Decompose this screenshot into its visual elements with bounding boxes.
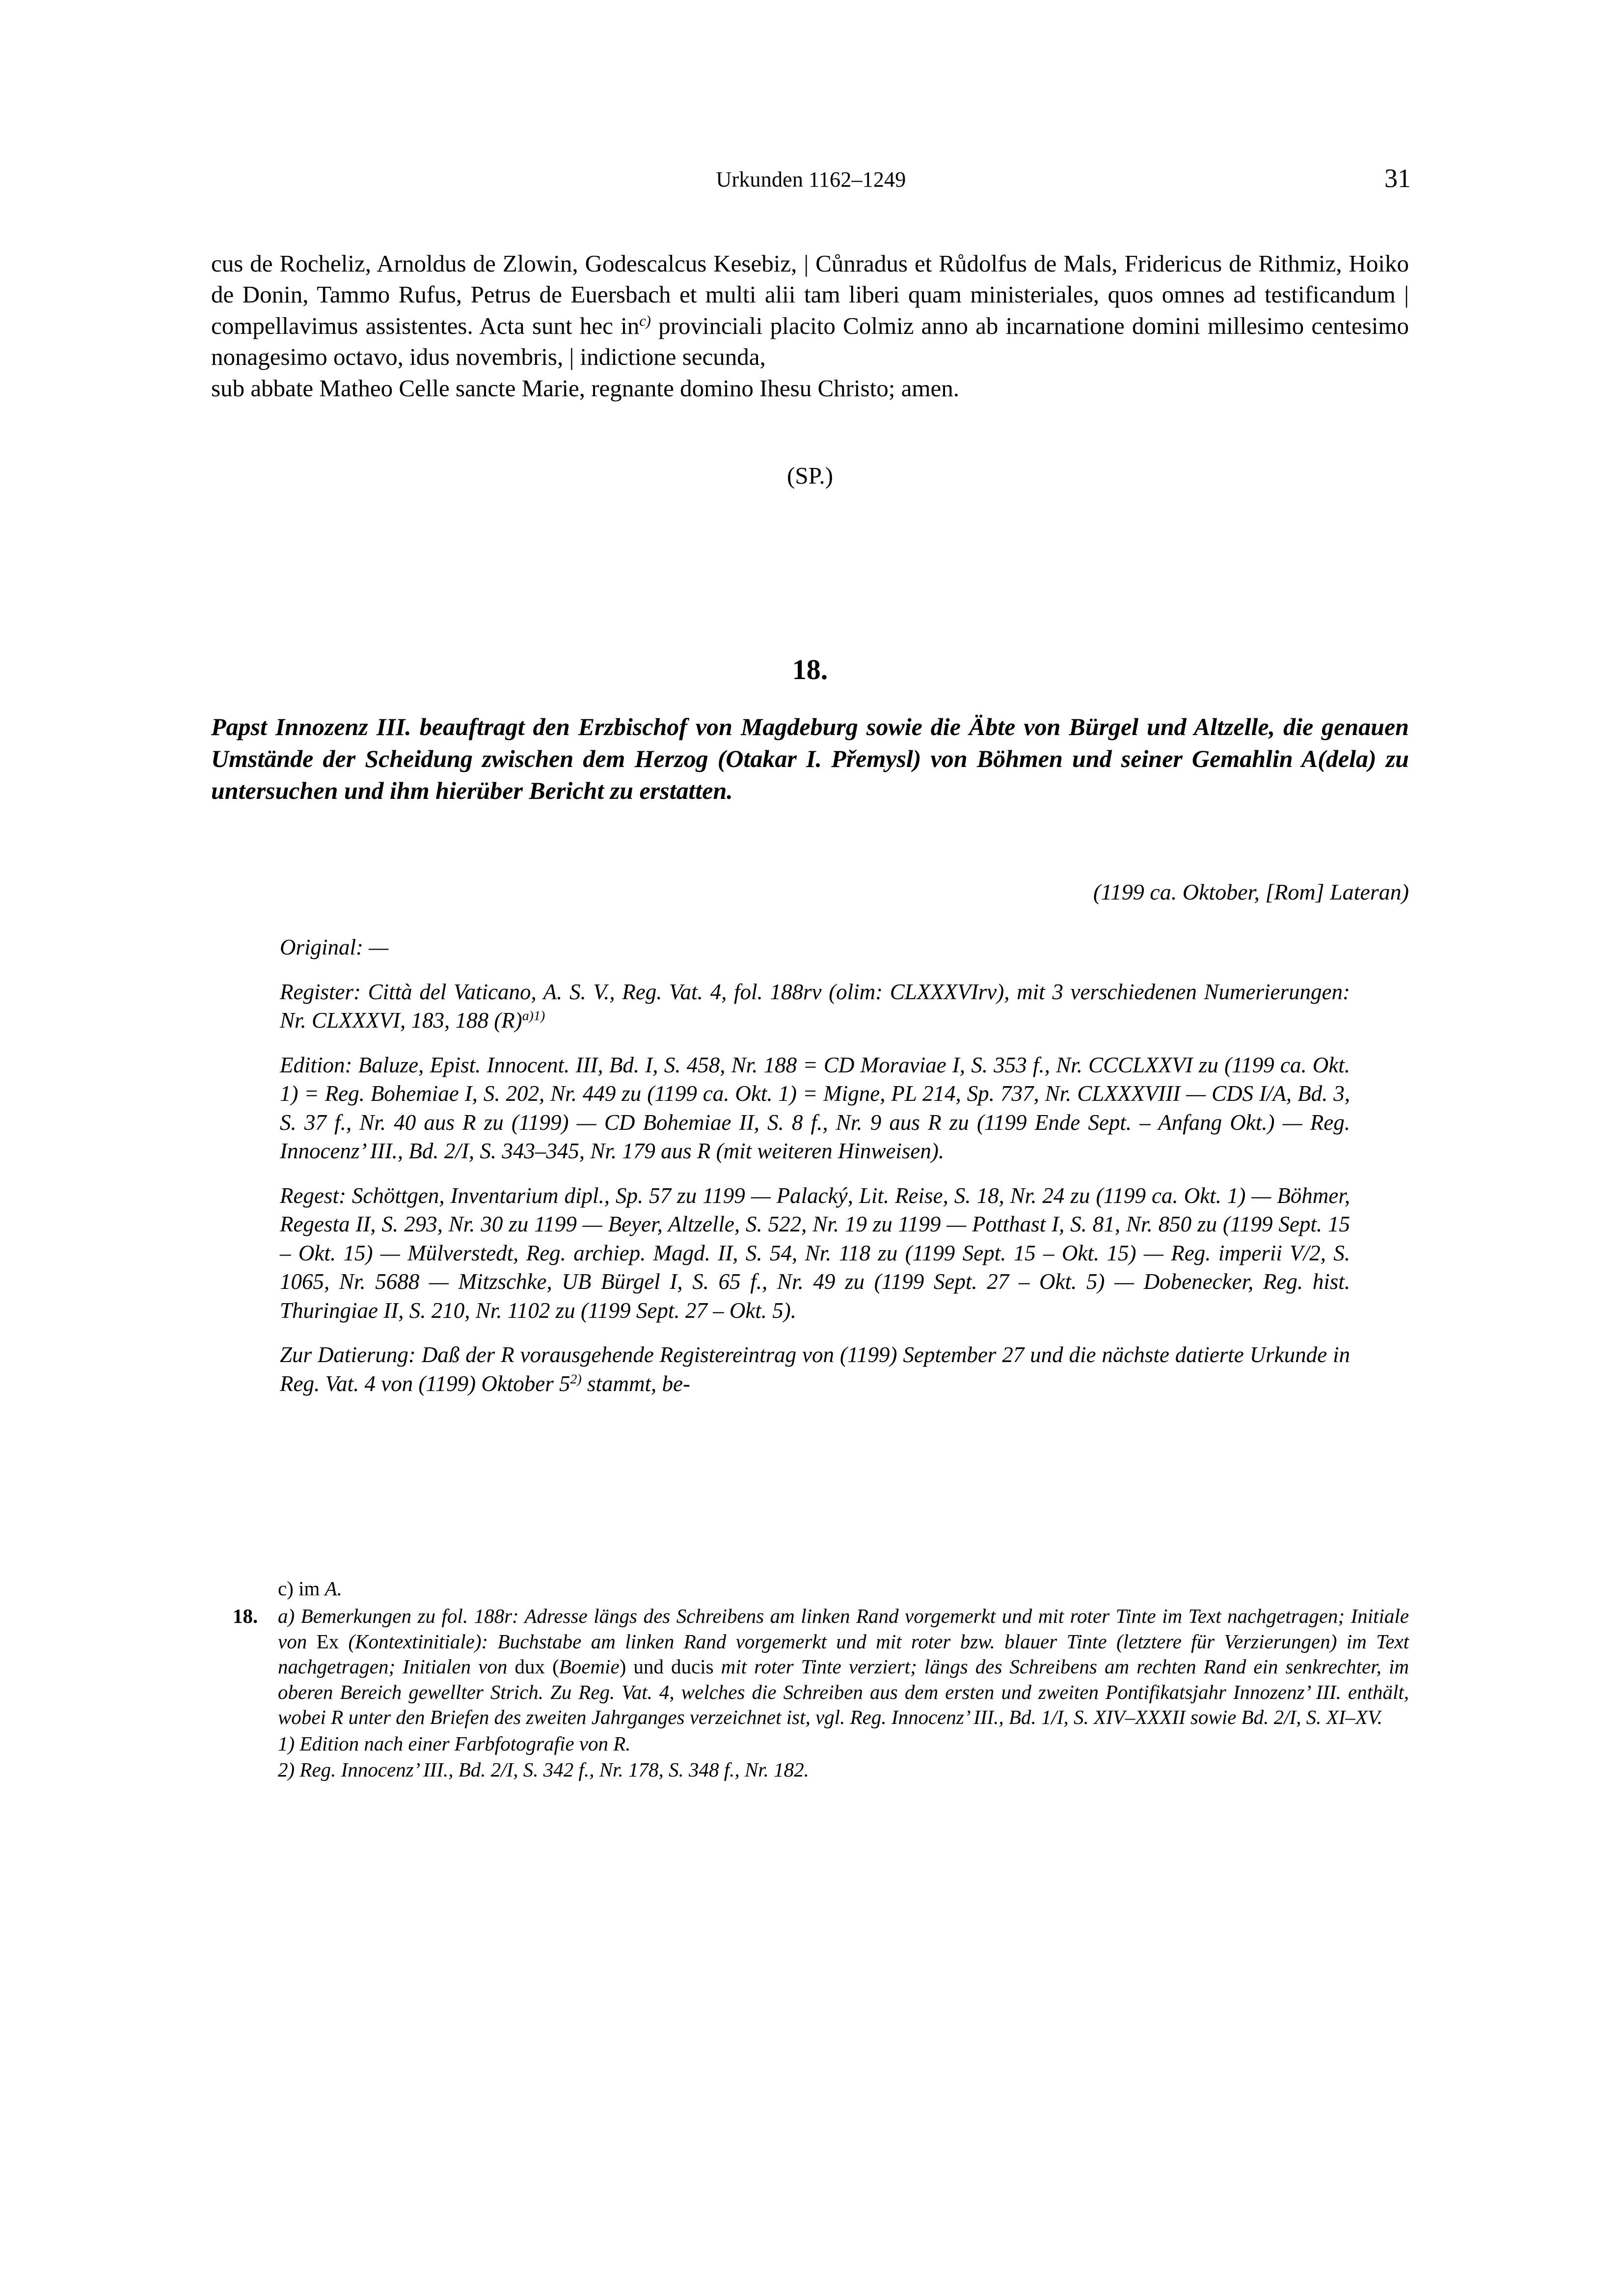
footnote-variant-c-label: c) im bbox=[278, 1577, 325, 1600]
latin-text-body: cus de Rocheliz, Arnoldus de Zlowin, Godescalcus Kesebiz, | Cůnradus et Růdolfus de Mals, Fridericus de Rithmiz, Hoiko de Donin, Tammo Rufus, Petrus de Euersbach et multi alii tam liberi quam ministeriales, quos omnes ad testificandum | compellavimus assistentes. Acta sunt hec in bbox=[211, 250, 1409, 339]
footnote-a-segment-3: mit roter Tinte verziert; längs des Schreibens am rechten Rand ein senkrechter, im oberen Bereich gewellter Strich. Zu Reg. Vat. 4, welches die Schreiben aus dem ersten und zweiten Pontifikatsjahr Innozenz’ III. enthält, wobei R unter den Briefen des zweiten Jahrganges verzeichnet ist, vgl. Reg. Innocenz’ III., Bd. 1/I, S. XIV–XXXII sowie Bd. 2/I, S. XI–XV. bbox=[278, 1655, 1409, 1729]
seal-notation: (SP.) bbox=[787, 462, 833, 489]
footnote-doc-marker: 18. bbox=[233, 1605, 258, 1628]
page-number: 31 bbox=[1384, 164, 1411, 193]
latin-charter-text bbox=[211, 248, 1409, 404]
apparatus-register-text: Register: Città del Vaticano, A. S. V., Reg. Vat. 4, fol. 188rv (olim: CLXXXVIrv), mit 3 verschiedenen Numerierungen: Nr. CLXXXVI, 183, 188 (R) bbox=[280, 979, 1350, 1033]
footnote-a-roman-ducis: ) und ducis bbox=[619, 1655, 714, 1678]
apparatus-dating bbox=[280, 1340, 1350, 1398]
footnote-ref-1: 1) bbox=[533, 1008, 545, 1024]
footnote-variant-c bbox=[278, 1576, 1409, 1601]
document-number: 18. bbox=[792, 654, 828, 685]
apparatus-section bbox=[280, 933, 1350, 1398]
apparatus-dating-text-cont: stammt, be- bbox=[581, 1371, 690, 1396]
footnote-ref-2: 2) bbox=[570, 1371, 582, 1387]
document-headline: Papst Innozenz III. beauftragt den Erzbischof von Magdeburg sowie die Äbte von Bürgel und Altzelle, die genauen Umstände der Scheidung zwischen dem Herzog (Otakar I. Přemysl) von Böhmen und seiner Gemahlin A(dela) zu untersuchen und ihm hierüber Bericht zu erstatten. bbox=[211, 713, 1409, 804]
apparatus-original: Original: — bbox=[280, 935, 389, 959]
footnote-ref-c: c) bbox=[639, 312, 651, 329]
footnote-2: 2) Reg. Innocenz’ III., Bd. 2/I, S. 342 f., Nr. 178, S. 348 f., Nr. 182. bbox=[278, 1758, 809, 1781]
footnote-a-italic-boemie: Boemie bbox=[559, 1655, 620, 1678]
apparatus-register bbox=[280, 978, 1350, 1035]
footnote-a-segment-2: (Kontextinitiale): Buchstabe am linken Rand vorgemerkt und mit roter bzw. blauer Tinte (letztere für Verzierungen) im Text nachgetragen; Initialen von bbox=[278, 1630, 1409, 1678]
footnote-a-roman-dux: dux ( bbox=[514, 1655, 559, 1678]
footnote-a-segment-1: a) Bemerkungen zu fol. 188r: Adresse längs des Schreibens am linken Rand vorgemerkt und mit roter Tinte im Text nachgetragen; Initiale von bbox=[278, 1605, 1409, 1653]
document-dateline: (1199 ca. Oktober, [Rom] Lateran) bbox=[1093, 879, 1409, 904]
footnote-a-roman-ex: Ex bbox=[316, 1630, 339, 1653]
latin-text-body-cont: provinciali placito Colmiz anno ab incarnatione domini millesimo centesimo nonagesimo octavo, idus novembris, | indictione secunda, bbox=[211, 312, 1409, 371]
latin-text-last-line: sub abbate Matheo Celle sancte Marie, regnante domino Ihesu Christo; amen. bbox=[211, 374, 960, 402]
apparatus-regest: Regest: Schöttgen, Inventarium dipl., Sp. 57 zu 1199 — Palacký, Lit. Reise, S. 18, Nr. 24 zu (1199 ca. Okt. 1) — Böhmer, Regesta II, S. 293, Nr. 30 zu 1199 — Beyer, Altzelle, S. 522, Nr. 19 zu 1199 — Potthast I, S. 81, Nr. 850 zu (1199 Sept. 15 – Okt. 15) — Mülverstedt, Reg. archiep. Magd. II, S. 54, Nr. 118 zu (1199 Sept. 15 – Okt. 15) — Reg. imperii V/2, S. 1065, Nr. 5688 — Mitzschke, UB Bürgel I, S. 65 f., Nr. 49 zu (1199 Sept. 27 – Okt. 5) — Dobenecker, Reg. hist. Thuringiae II, S. 210, Nr. 1102 zu (1199 Sept. 27 – Okt. 5). bbox=[280, 1183, 1350, 1323]
apparatus-dating-text: Zur Datierung: Daß der R vorausgehende Registereintrag von (1199) September 27 und die nächste datierte Urkunde in Reg. Vat. 4 von (1199) Oktober 5 bbox=[280, 1342, 1350, 1396]
footnote-ref-a: a) bbox=[522, 1008, 534, 1024]
footnote-apparatus bbox=[211, 1576, 1409, 1783]
footnote-note-a bbox=[211, 1604, 1409, 1730]
footnote-1: 1) Edition nach einer Farbfotografie von R. bbox=[278, 1732, 631, 1755]
footnote-variant-c-siglum: A. bbox=[324, 1577, 342, 1600]
apparatus-edition: Edition: Baluze, Epist. Innocent. III, Bd. I, S. 458, Nr. 188 = CD Moraviae I, S. 353 f., Nr. CCCLXXVI zu (1199 ca. Okt. 1) = Reg. Bohemiae I, S. 202, Nr. 449 zu (1199 ca. Okt. 1) = Migne, PL 214, Sp. 737, Nr. CLXXXVIII — CDS I/A, Bd. 3, S. 37 f., Nr. 40 aus R zu (1199) — CD Bohemiae II, S. 8 f., Nr. 9 aus R zu (1199 Ende Sept. – Anfang Okt.) — Reg. Innocenz’ III., Bd. 2/I, S. 343–345, Nr. 179 aus R (mit weiteren Hinweisen). bbox=[280, 1052, 1350, 1163]
running-head bbox=[211, 164, 1411, 201]
running-head-title: Urkunden 1162–1249 bbox=[716, 167, 906, 191]
